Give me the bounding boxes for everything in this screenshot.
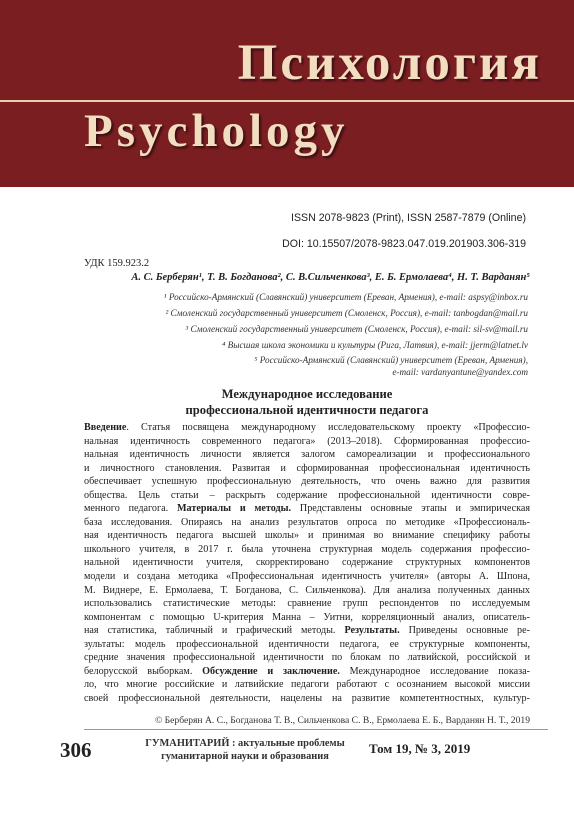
abstract-line: нальная идентичность современного педагога» (2013–2018). Сформированная профессио- [84, 435, 530, 447]
issn-line: ISSN 2078-9823 (Print), ISSN 2587-7879 (Online) [291, 212, 526, 224]
abstract-line: ная статистика, табличный и графический методы. Результаты. Приведены основные ре- [84, 625, 530, 637]
abstract-line: ная идентичность педагога высшей школы» и принимая во внимание специфику работы [84, 530, 530, 542]
affiliation-2: ² Смоленский государственный университет (Смоленск, Россия), e-mail: tanbogdan@mail.ru [165, 308, 528, 318]
section-heading-discussion: Обсуждение и заключение. [202, 665, 340, 677]
banner-title-russian: Психология [237, 35, 542, 91]
abstract-line: Введение. Статья посвящена международному исследовательскому проекту «Профессио- [84, 422, 530, 433]
footer-volume-issue: Том 19, № 3, 2019 [369, 741, 471, 756]
footer-journal-line-1: ГУМАНИТАРИЙ : актуальные проблемы [145, 738, 345, 749]
abstract-line: и личностного становления. Развитая и сформированная профессиональная идентичность [84, 462, 530, 474]
abstract-line: нальной идентичности учителя, скорректировано содержание структурных компонентов [84, 557, 530, 569]
abstract-line: средние значения профессиональной идентичности по блокам по латвийской, российской и [84, 652, 530, 664]
banner-divider [0, 100, 574, 102]
article-title-line-2: профессиональной идентичности педагога [185, 403, 429, 417]
abstract-line: модели и создана методика «Профессиональная идентичность учителя» (авторы А. Шпона, [84, 571, 530, 583]
abstract-line: зультаты: модель профессиональной идентичности педагога, ее структурные компоненты, [84, 638, 530, 650]
article-title [84, 386, 530, 418]
abstract-line: обеспечивает успешную профессиональную деятельность, что очень важно для развития [84, 476, 530, 488]
affiliation-3: ³ Смоленский государственный университет (Смоленск, Россия), e-mail: sil-sv@mail.ru [185, 324, 528, 334]
affiliation-1: ¹ Российско-Армянский (Славянский) университет (Ереван, Армения), e-mail: aspsy@inbox.ru [163, 292, 528, 302]
affiliation-5 [254, 354, 528, 378]
affiliation-4: ⁴ Высшая школа экономики и культуры (Рига, Латвия), e-mail: jjerm@latnet.lv [222, 340, 528, 350]
affiliation-5-line-2: e-mail: vardanyantune@yandex.com [392, 367, 528, 377]
abstract-line: ло, что многие российские и латвийские педагоги работают с осознанием высокой миссии [84, 679, 530, 691]
footer-journal-line-2: гуманитарной науки и образования [161, 751, 329, 762]
abstract-line: общества. Цель статьи – раскрыть содержание профессиональной идентичности совре- [84, 489, 530, 501]
abstract-line: своей профессиональной деятельности, нацелены на развитие компетентностных, культур- [84, 692, 530, 704]
section-heading-results: Результаты. [344, 625, 400, 637]
banner-title-english: Psychology [84, 105, 349, 157]
abstract-line: М. Виднере, Е. Ермолаева, Т. Богданова, С. Сильченкова). Для анализа полученных данных [84, 584, 530, 596]
abstract-line: менного педагога. Материалы и методы. Представлены основные этапы и эмпирическая [84, 503, 530, 515]
journal-banner [0, 0, 574, 187]
abstract-line: школьного учителя, в 2017 г. была уточнена структурная модель содержания профессио- [84, 543, 530, 555]
affiliation-5-line-1: ⁵ Российско-Армянский (Славянский) университет (Ереван, Армения), [254, 355, 528, 365]
footer-divider [84, 729, 548, 730]
article-title-line-1: Международное исследование [221, 387, 393, 401]
author-list: А. С. Берберян¹, Т. В. Богданова², С. В.Сильченкова³, Е. Б. Ермолаева⁴, Н. Т. Варданян⁵ [131, 272, 530, 283]
abstract [84, 421, 530, 705]
abstract-line: использовались статистические методы: сравнение групп респондентов по исследуемым [84, 598, 530, 610]
footer-journal-name [130, 737, 360, 763]
section-heading-methods: Материалы и методы. [177, 503, 292, 515]
page-number: 306 [60, 738, 92, 762]
udk-code: УДК 159.923.2 [84, 258, 150, 269]
abstract-line: нальная идентичность личности является залогом самореализации и профессионального [84, 449, 530, 461]
section-heading-introduction: Введение [84, 422, 127, 433]
abstract-line: белорусской выборкам. Обсуждение и заключение. Международное исследование показа- [84, 665, 530, 677]
abstract-line: компонентам с помощью U-критерия Манна – Уитни, корреляционный анализ, описатель- [84, 611, 530, 623]
copyright-line: © Берберян А. С., Богданова Т. В., Сильченкова С. В., Ермолаева Е. Б., Варданян Н. Т., 2019 [154, 715, 530, 726]
doi-line: DOI: 10.15507/2078-9823.047.019.201903.306-319 [282, 238, 526, 250]
abstract-line: база исследования. Опираясь на анализ результатов опроса по методике «Профессиональ- [84, 516, 530, 528]
